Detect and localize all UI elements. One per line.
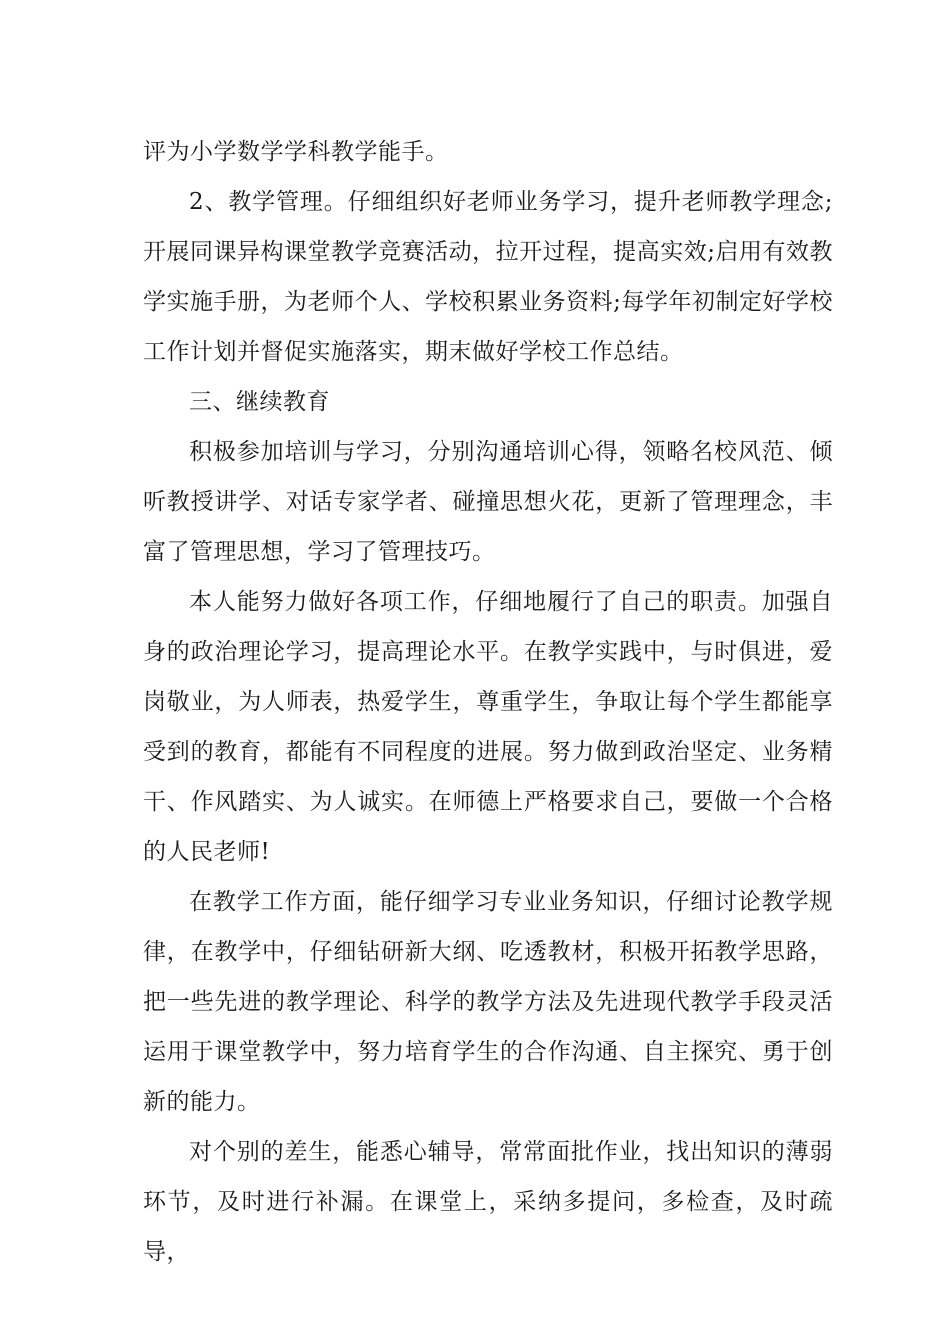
document-body — [143, 127, 833, 1277]
section-heading-continuing-education: 三、继续教育 — [189, 389, 330, 415]
paragraph-teaching-management: 2、教学管理。仔细组织好老师业务学习，提升老师教学理念;开展同课异构课堂教学竞赛活动，拉开过程，提高实效;启用有效教学实施手册，为老师个人、学校积累业务资料;每学年初制定好学校工作计划并督促实施落实，期末做好学校工作总结。 — [143, 189, 833, 365]
paragraph-weak-students: 对个别的差生，能悉心辅导，常常面批作业，找出知识的薄弱环节，及时进行补漏。在课堂上，采纳多提问，多检查，及时疏导， — [143, 1139, 833, 1265]
paragraph-continuation: 评为小学数学学科教学能手。 — [143, 139, 449, 165]
paragraph-training: 积极参加培训与学习，分别沟通培训心得，领略名校风范、倾听教授讲学、对话专家学者、碰撞思想火花，更新了管理理念，丰富了管理思想，学习了管理技巧。 — [143, 439, 833, 565]
paragraph-teaching-work: 在教学工作方面，能仔细学习专业业务知识，仔细讨论教学规律，在教学中，仔细钻研新大纲、吃透教材，积极开拓教学思路，把一些先进的教学理论、科学的教学方法及先进现代教学手段灵活运用于课堂教学中，努力培育学生的合作沟通、自主探究、勇于创新的能力。 — [143, 889, 833, 1115]
paragraph-duties: 本人能努力做好各项工作，仔细地履行了自己的职责。加强自身的政治理论学习，提高理论水平。在教学实践中，与时俱进，爱岗敬业，为人师表，热爱学生，尊重学生，争取让每个学生都能享受到的教育，都能有不同程度的进展。努力做到政治坚定、业务精干、作风踏实、为人诚实。在师德上严格要求自己，要做一个合格的人民老师! — [143, 589, 833, 865]
